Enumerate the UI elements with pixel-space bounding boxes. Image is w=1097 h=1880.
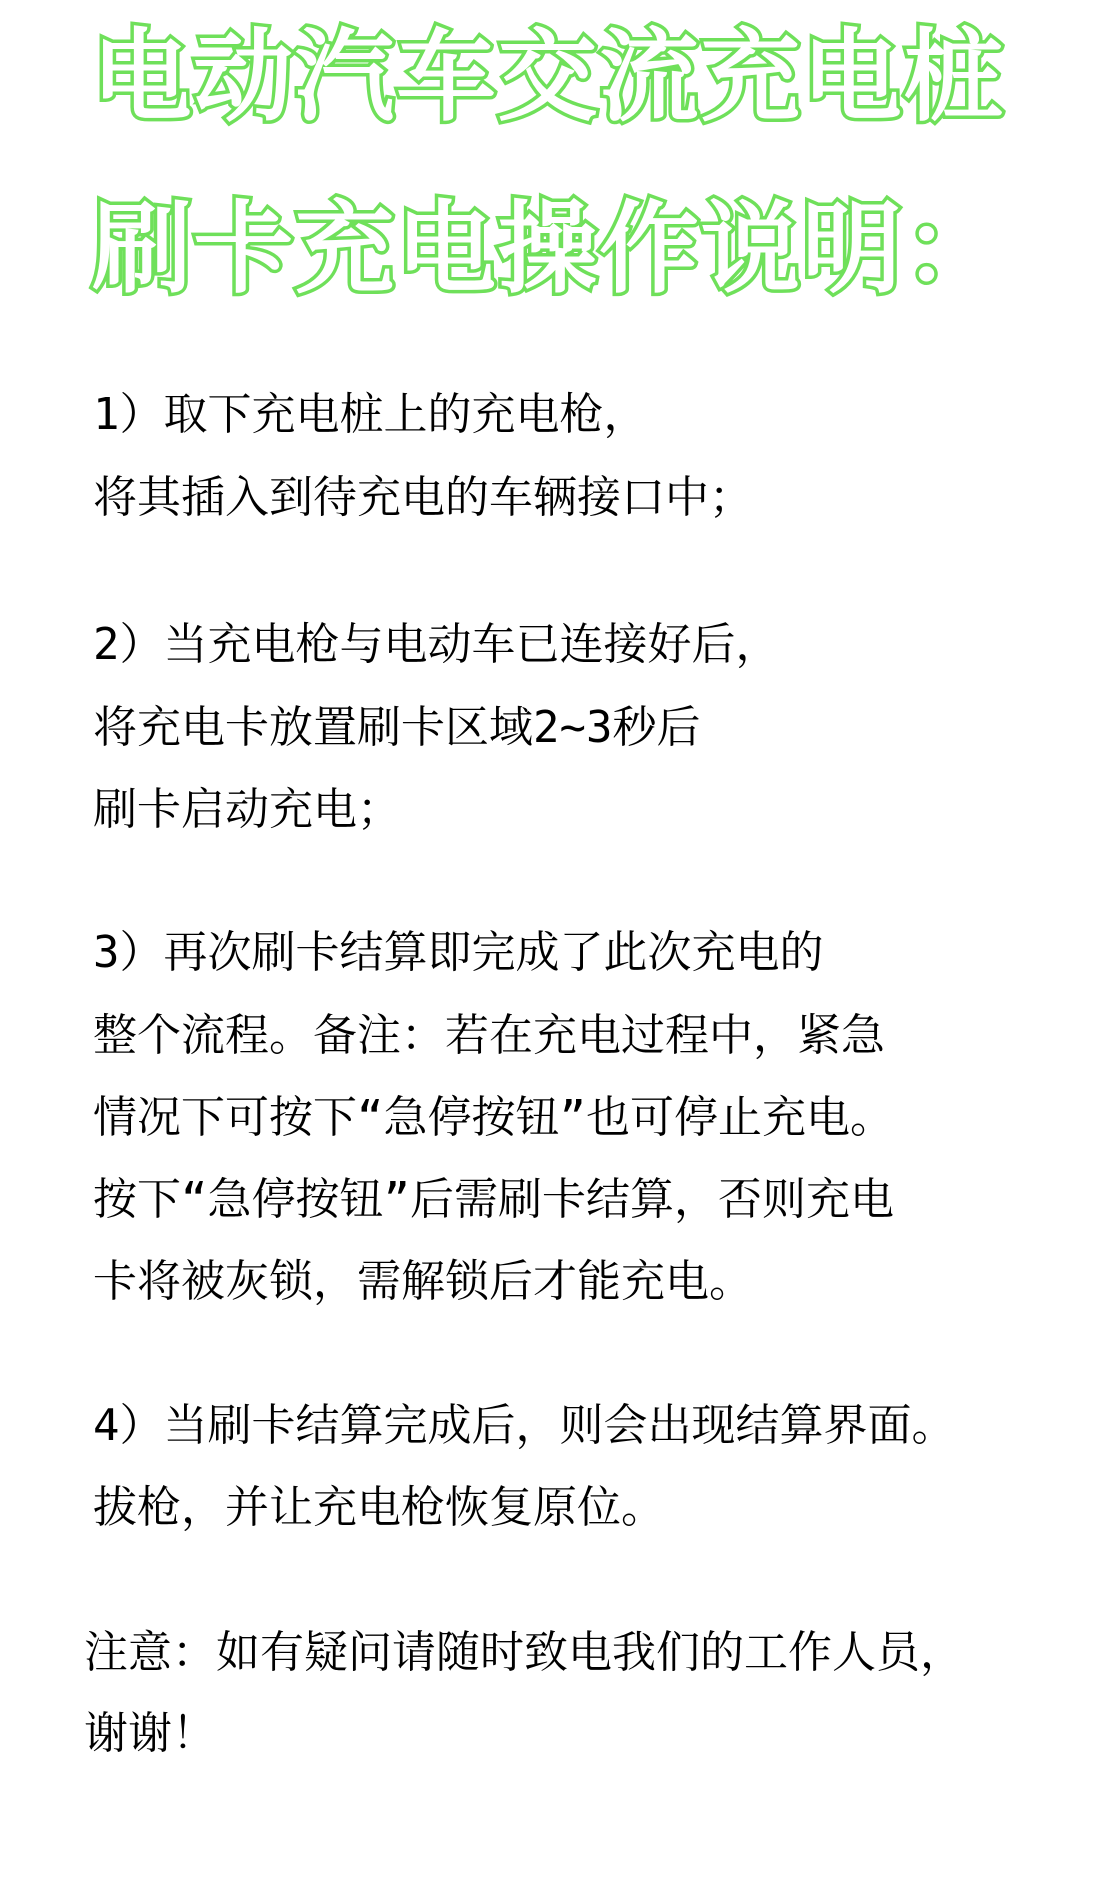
step-2-line-2: 将充电卡放置刷卡区域2~3秒后: [93, 702, 701, 753]
step-2-line-1: 2）当充电枪与电动车已连接好后，: [93, 619, 780, 670]
step-2-line-3: 刷卡启动充电；: [93, 784, 401, 835]
page-title-line-1: 电动汽车交流充电桩: [92, 20, 1005, 135]
step-4-line-1: 4）当刷卡结算完成后，则会出现结算界面。: [93, 1400, 956, 1451]
step-1-line-2: 将其插入到待充电的车辆接口中；: [93, 472, 753, 523]
note-line-1: 注意：如有疑问请随时致电我们的工作人员，: [84, 1627, 964, 1678]
step-3-line-3: 情况下可按下“急停按钮”也可停止充电。: [93, 1092, 894, 1143]
step-4-line-2: 拔枪，并让充电枪恢复原位。: [93, 1482, 665, 1533]
note-line-2: 谢谢！: [84, 1708, 216, 1759]
step-3-line-5: 卡将被灰锁，需解锁后才能充电。: [93, 1256, 753, 1307]
step-3-line-1: 3）再次刷卡结算即完成了此次充电的: [93, 927, 824, 978]
step-3-line-2: 整个流程。备注：若在充电过程中，紧急: [93, 1010, 885, 1061]
step-1-line-1: 1）取下充电桩上的充电枪，: [93, 389, 648, 440]
step-3-line-4: 按下“急停按钮”后需刷卡结算，否则充电: [93, 1174, 894, 1225]
page-title-line-2: 刷卡充电操作说明：: [92, 192, 1005, 307]
